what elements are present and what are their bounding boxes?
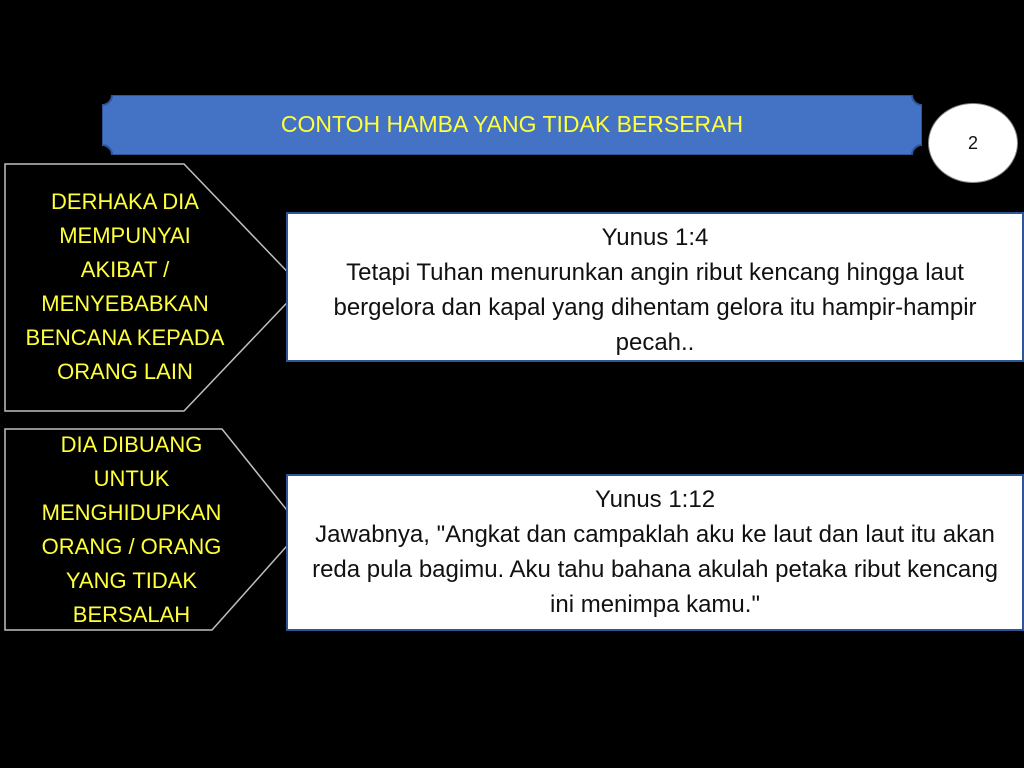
slide-title: CONTOH HAMBA YANG TIDAK BERSERAH xyxy=(280,110,744,137)
verse-box-2 xyxy=(286,474,1024,631)
verse-text: Jawabnya, "Angkat dan campaklah aku ke laut dan laut itu akan reda pula bagimu. Aku tahu bahana akulah petaka ribut kencang ini menimpa kamu." xyxy=(312,521,998,618)
point-2-label: DIA DIBUANG UNTUK MENGHIDUPKAN ORANG / ORANG YANG TIDAK BERSALAH xyxy=(41,432,222,627)
point-1-chevron xyxy=(4,163,304,413)
verse-text: Tetapi Tuhan menurunkan angin ribut kencang hingga laut bergelora dan kapal yang dihentam gelora itu hampir-hampir pecah.. xyxy=(333,259,977,356)
title-banner xyxy=(102,95,922,155)
page-number-badge: 2 xyxy=(928,103,1018,183)
point-2-chevron xyxy=(4,428,304,632)
point-1-label: DERHAKA DIA MEMPUNYAI AKIBAT / MENYEBABKAN BENCANA KEPADA ORANG LAIN xyxy=(25,189,225,384)
verse-reference: Yunus 1:12 xyxy=(594,486,716,513)
verse-box-1 xyxy=(286,212,1024,362)
verse-reference: Yunus 1:4 xyxy=(601,224,709,251)
